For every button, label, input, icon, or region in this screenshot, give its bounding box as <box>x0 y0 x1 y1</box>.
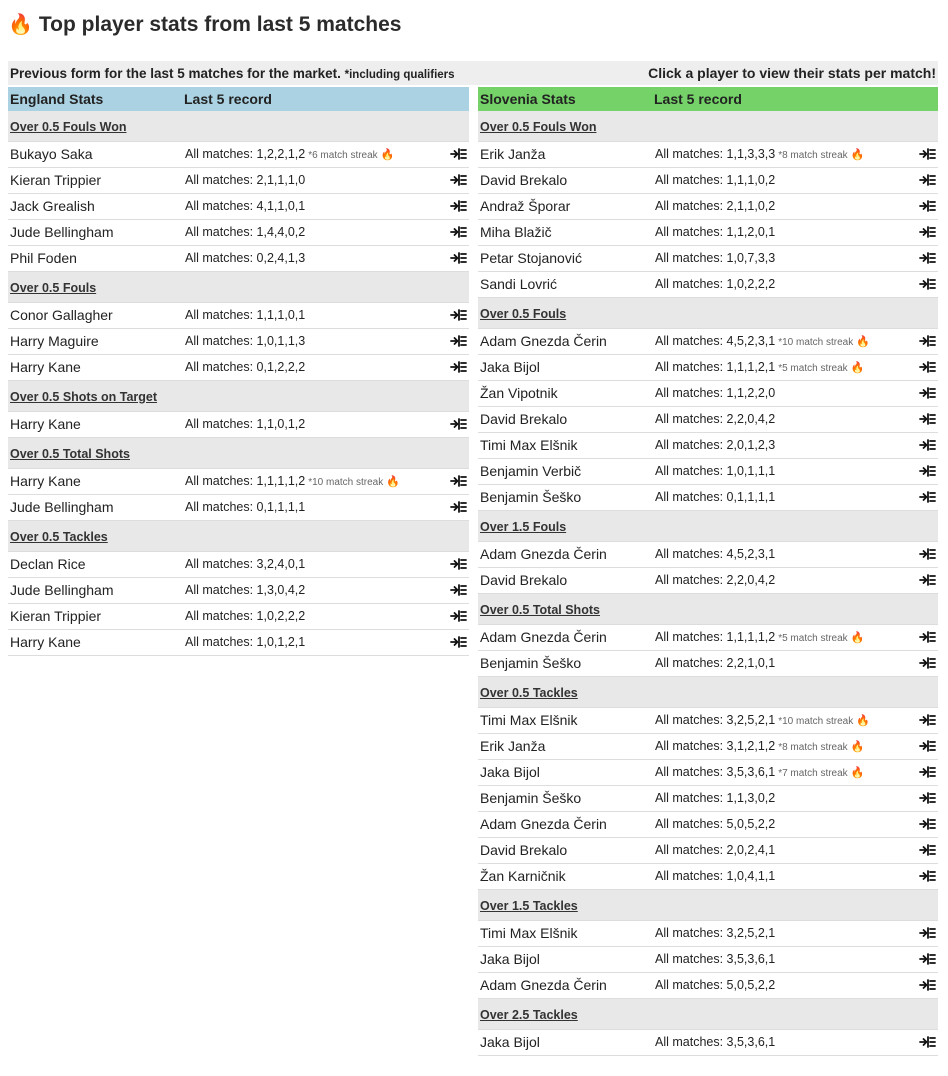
market-section-header <box>478 677 938 708</box>
record-values: All matches: 4,5,2,3,1 <box>655 547 776 561</box>
streak-text: *10 match streak <box>778 716 854 727</box>
view-player-stats-icon[interactable] <box>450 500 467 514</box>
record-values: All matches: 0,1,2,2,2 <box>185 360 306 374</box>
view-player-stats-icon[interactable] <box>450 583 467 597</box>
record-values: All matches: 3,5,3,6,1 <box>655 765 776 779</box>
record-values: All matches: 1,0,1,1,1 <box>655 464 776 478</box>
last-5-record <box>655 926 775 940</box>
player-name[interactable]: Jude Bellingham <box>10 499 114 515</box>
record-values: All matches: 2,2,0,4,2 <box>655 412 776 426</box>
player-row[interactable] <box>8 220 469 246</box>
view-player-stats-icon[interactable] <box>450 199 467 213</box>
market-section-header <box>8 111 469 142</box>
record-values: All matches: 2,0,2,4,1 <box>655 843 776 857</box>
player-row[interactable] <box>8 604 469 630</box>
player-name[interactable]: Jaka Bijol <box>480 951 540 967</box>
view-player-stats-icon[interactable] <box>919 251 936 265</box>
last-5-record <box>655 334 870 348</box>
england-sections <box>8 111 469 656</box>
record-values: All matches: 1,1,2,0,1 <box>655 225 776 239</box>
view-player-stats-icon[interactable] <box>919 147 936 161</box>
market-title: Over 1.5 Fouls <box>480 520 567 534</box>
player-row[interactable] <box>478 433 938 459</box>
player-name[interactable]: Miha Blažič <box>480 224 552 240</box>
market-section-header <box>8 381 469 412</box>
player-name[interactable]: Erik Janža <box>480 146 546 162</box>
player-row[interactable] <box>478 459 938 485</box>
market-section-header <box>8 521 469 552</box>
view-player-stats-icon[interactable] <box>919 791 936 805</box>
view-player-stats-icon[interactable] <box>450 557 467 571</box>
player-name[interactable]: Conor Gallagher <box>10 307 113 323</box>
view-player-stats-icon[interactable] <box>919 334 936 348</box>
record-values: All matches: 1,1,1,1,2 <box>185 474 306 488</box>
england-column-header <box>8 87 469 111</box>
player-name[interactable]: Timi Max Elšnik <box>480 437 578 453</box>
market-title: Over 0.5 Total Shots <box>10 447 130 461</box>
fire-icon: 🔥 <box>847 149 865 161</box>
player-row[interactable] <box>478 947 938 973</box>
streak-text: *10 match streak <box>308 477 384 488</box>
market-section-header <box>478 890 938 921</box>
fire-icon: 🔥 <box>847 767 865 779</box>
player-row[interactable] <box>8 630 469 656</box>
last-5-record <box>655 630 864 644</box>
player-row[interactable] <box>478 142 938 168</box>
last-5-record <box>655 490 775 504</box>
last-5-record <box>185 635 305 649</box>
player-name[interactable]: David Brekalo <box>480 572 568 588</box>
market-description: Previous form for the last 5 matches for the market. *including qualifiers <box>10 66 455 81</box>
player-name[interactable]: Bukayo Saka <box>10 146 93 162</box>
player-name[interactable]: Adam Gnezda Čerin <box>480 629 607 645</box>
record-values: All matches: 1,2,2,1,2 <box>185 147 306 161</box>
record-values: All matches: 1,1,3,0,2 <box>655 791 776 805</box>
fire-icon: 🔥 <box>383 476 401 488</box>
record-values: All matches: 2,1,1,0,2 <box>655 199 776 213</box>
fire-icon: 🔥 <box>847 362 865 374</box>
player-row[interactable] <box>8 412 469 438</box>
player-name[interactable]: Jaka Bijol <box>480 764 540 780</box>
last-5-record <box>185 360 305 374</box>
last-5-record <box>185 417 305 431</box>
player-name[interactable]: Kieran Trippier <box>10 608 102 624</box>
market-section-header <box>478 511 938 542</box>
record-values: All matches: 1,1,1,0,2 <box>655 173 776 187</box>
streak-note <box>778 742 864 753</box>
market-title: Over 1.5 Tackles <box>480 899 578 913</box>
streak-text: *10 match streak <box>778 337 854 348</box>
last-5-record <box>185 500 305 514</box>
player-name[interactable]: Harry Kane <box>10 634 81 650</box>
last-5-record <box>185 251 305 265</box>
last-5-record <box>655 739 864 753</box>
last-5-record <box>655 765 864 779</box>
streak-text: *7 match streak <box>778 768 848 779</box>
player-row[interactable] <box>478 812 938 838</box>
streak-note <box>778 363 864 374</box>
streak-note <box>778 716 870 727</box>
view-player-stats-icon[interactable] <box>450 360 467 374</box>
player-row[interactable] <box>478 625 938 651</box>
last-5-record <box>655 1035 775 1049</box>
record-values: All matches: 3,5,3,6,1 <box>655 1035 776 1049</box>
player-row[interactable] <box>478 194 938 220</box>
view-player-stats-icon[interactable] <box>450 474 467 488</box>
view-player-stats-icon[interactable] <box>919 926 936 940</box>
click-player-hint: Click a player to view their stats per match! <box>648 65 936 81</box>
last-5-record <box>655 412 775 426</box>
market-section-header <box>478 111 938 142</box>
view-player-stats-icon[interactable] <box>919 225 936 239</box>
view-player-stats-icon[interactable] <box>450 173 467 187</box>
player-row[interactable] <box>8 168 469 194</box>
view-player-stats-icon[interactable] <box>450 147 467 161</box>
player-name[interactable]: Timi Max Elšnik <box>480 712 578 728</box>
last-5-record <box>655 656 775 670</box>
player-name[interactable]: Benjamin Šeško <box>480 655 582 671</box>
qualifiers-note: *including qualifiers <box>344 69 455 81</box>
player-row[interactable] <box>478 568 938 594</box>
last-5-record <box>655 869 775 883</box>
market-title: Over 0.5 Shots on Target <box>10 390 158 404</box>
record-values: All matches: 1,0,7,3,3 <box>655 251 776 265</box>
last-5-record <box>655 173 775 187</box>
last-5-record <box>655 251 775 265</box>
player-row[interactable] <box>478 708 938 734</box>
market-title: Over 0.5 Tackles <box>480 686 578 700</box>
player-row[interactable] <box>8 355 469 381</box>
view-player-stats-icon[interactable] <box>919 978 936 992</box>
player-name[interactable]: Adam Gnezda Čerin <box>480 977 607 993</box>
streak-note <box>308 150 394 161</box>
view-player-stats-icon[interactable] <box>919 547 936 561</box>
view-player-stats-icon[interactable] <box>919 438 936 452</box>
view-player-stats-icon[interactable] <box>919 869 936 883</box>
view-player-stats-icon[interactable] <box>450 609 467 623</box>
team-stats-label: England Stats <box>10 91 104 107</box>
last-5-record <box>655 573 775 587</box>
player-name[interactable]: Harry Kane <box>10 359 81 375</box>
player-name[interactable]: Petar Stojanović <box>480 250 582 266</box>
record-values: All matches: 0,1,1,1,1 <box>185 500 306 514</box>
market-section-header <box>478 594 938 625</box>
last-5-record <box>185 225 305 239</box>
player-row[interactable] <box>478 246 938 272</box>
player-row[interactable] <box>478 864 938 890</box>
info-bar <box>8 61 938 85</box>
player-name[interactable]: Žan Vipotnik <box>480 385 558 401</box>
market-title: Over 0.5 Fouls Won <box>480 120 597 134</box>
last-5-record <box>185 609 305 623</box>
player-name[interactable]: Timi Max Elšnik <box>480 925 578 941</box>
player-name[interactable]: Adam Gnezda Čerin <box>480 816 607 832</box>
last-5-record <box>185 199 305 213</box>
page-title-text: Top player stats from last 5 matches <box>38 12 402 36</box>
market-section-header <box>8 438 469 469</box>
view-player-stats-icon[interactable] <box>450 251 467 265</box>
record-values: All matches: 1,1,0,1,2 <box>185 417 306 431</box>
slovenia-stats-column <box>478 87 938 1056</box>
last-5-record <box>655 817 775 831</box>
market-section-header <box>8 272 469 303</box>
last-5-record <box>655 464 775 478</box>
player-name[interactable]: Benjamin Šeško <box>480 489 582 505</box>
last-5-record <box>655 438 775 452</box>
view-player-stats-icon[interactable] <box>919 630 936 644</box>
view-player-stats-icon[interactable] <box>919 1035 936 1049</box>
market-section-header <box>478 999 938 1030</box>
last-5-record <box>185 334 305 348</box>
view-player-stats-icon[interactable] <box>919 739 936 753</box>
view-player-stats-icon[interactable] <box>919 277 936 291</box>
record-values: All matches: 0,1,1,1,1 <box>655 490 776 504</box>
player-row[interactable] <box>478 272 938 298</box>
player-row[interactable] <box>478 485 938 511</box>
player-row[interactable] <box>478 1030 938 1056</box>
player-row[interactable] <box>478 760 938 786</box>
england-stats-column <box>8 87 469 656</box>
player-name[interactable]: Žan Karničnik <box>480 868 566 884</box>
streak-text: *8 match streak <box>778 742 848 753</box>
player-row[interactable] <box>478 734 938 760</box>
player-row[interactable] <box>478 220 938 246</box>
player-name[interactable]: Adam Gnezda Čerin <box>480 546 607 562</box>
view-player-stats-icon[interactable] <box>919 817 936 831</box>
record-values: All matches: 1,1,2,2,0 <box>655 386 776 400</box>
last-5-record <box>655 277 775 291</box>
market-title: Over 0.5 Fouls <box>10 281 97 295</box>
streak-note <box>308 477 400 488</box>
view-player-stats-icon[interactable] <box>919 713 936 727</box>
view-player-stats-icon[interactable] <box>450 308 467 322</box>
player-row[interactable] <box>478 381 938 407</box>
player-name[interactable]: Jude Bellingham <box>10 582 114 598</box>
fire-icon: 🔥 <box>377 149 395 161</box>
last-5-record <box>655 360 864 374</box>
view-player-stats-icon[interactable] <box>919 386 936 400</box>
player-row[interactable] <box>8 194 469 220</box>
record-values: All matches: 1,0,2,2,2 <box>185 609 306 623</box>
last-5-record <box>655 386 775 400</box>
page-title <box>8 12 401 37</box>
last-5-record <box>185 147 394 161</box>
player-name[interactable]: Harry Kane <box>10 473 81 489</box>
view-player-stats-icon[interactable] <box>450 635 467 649</box>
view-player-stats-icon[interactable] <box>450 417 467 431</box>
player-name[interactable]: Benjamin Verbič <box>480 463 582 479</box>
record-values: All matches: 2,0,1,2,3 <box>655 438 776 452</box>
player-name[interactable]: Harry Kane <box>10 416 81 432</box>
record-values: All matches: 1,0,2,2,2 <box>655 277 776 291</box>
fire-icon: 🔥 <box>847 741 865 753</box>
player-row[interactable] <box>8 552 469 578</box>
record-values: All matches: 2,1,1,1,0 <box>185 173 306 187</box>
last-5-record-label: Last 5 record <box>654 91 742 107</box>
player-row[interactable] <box>8 329 469 355</box>
view-player-stats-icon[interactable] <box>919 656 936 670</box>
streak-text: *5 match streak <box>778 633 848 644</box>
player-row[interactable] <box>8 303 469 329</box>
record-values: All matches: 3,5,3,6,1 <box>655 952 776 966</box>
view-player-stats-icon[interactable] <box>450 334 467 348</box>
last-5-record <box>185 308 305 322</box>
market-title: Over 0.5 Fouls Won <box>10 120 127 134</box>
player-name[interactable]: Benjamin Šeško <box>480 790 582 806</box>
record-values: All matches: 3,2,5,2,1 <box>655 713 776 727</box>
streak-text: *6 match streak <box>308 150 378 161</box>
player-name[interactable]: Adam Gnezda Čerin <box>480 333 607 349</box>
player-row[interactable] <box>8 469 469 495</box>
record-values: All matches: 1,1,1,0,1 <box>185 308 306 322</box>
player-row[interactable] <box>478 407 938 433</box>
record-values: All matches: 5,0,5,2,2 <box>655 978 776 992</box>
last-5-record <box>185 173 305 187</box>
fire-icon: 🔥 <box>8 14 33 36</box>
record-values: All matches: 1,0,1,2,1 <box>185 635 306 649</box>
record-values: All matches: 2,2,1,0,1 <box>655 656 776 670</box>
last-5-record <box>185 557 305 571</box>
market-title: Over 0.5 Tackles <box>10 530 108 544</box>
player-name[interactable]: Kieran Trippier <box>10 172 102 188</box>
slovenia-column-header <box>478 87 938 111</box>
slovenia-sections <box>478 111 938 1056</box>
player-name[interactable]: David Brekalo <box>480 411 568 427</box>
player-name[interactable]: Jaka Bijol <box>480 359 540 375</box>
view-player-stats-icon[interactable] <box>919 765 936 779</box>
market-title: Over 0.5 Total Shots <box>480 603 600 617</box>
record-values: All matches: 3,2,4,0,1 <box>185 557 306 571</box>
player-row[interactable] <box>8 578 469 604</box>
streak-note <box>778 768 864 779</box>
record-values: All matches: 4,1,1,0,1 <box>185 199 306 213</box>
fire-icon: 🔥 <box>847 632 865 644</box>
last-5-record <box>655 147 864 161</box>
last-5-record <box>655 843 775 857</box>
player-row[interactable] <box>478 921 938 947</box>
view-player-stats-icon[interactable] <box>919 952 936 966</box>
market-title: Over 2.5 Tackles <box>480 1008 578 1022</box>
player-name[interactable]: Jack Grealish <box>10 198 95 214</box>
player-row[interactable] <box>8 495 469 521</box>
view-player-stats-icon[interactable] <box>919 490 936 504</box>
view-player-stats-icon[interactable] <box>919 360 936 374</box>
record-values: All matches: 1,4,4,0,2 <box>185 225 306 239</box>
player-row[interactable] <box>478 329 938 355</box>
player-name[interactable]: Sandi Lovrić <box>480 276 558 292</box>
player-row[interactable] <box>478 651 938 677</box>
last-5-record <box>655 713 870 727</box>
player-row[interactable] <box>478 355 938 381</box>
streak-note <box>778 150 864 161</box>
player-row[interactable] <box>478 542 938 568</box>
view-player-stats-icon[interactable] <box>919 173 936 187</box>
streak-text: *8 match streak <box>778 150 848 161</box>
record-values: All matches: 0,2,4,1,3 <box>185 251 306 265</box>
record-values: All matches: 2,2,0,4,2 <box>655 573 776 587</box>
team-stats-label: Slovenia Stats <box>480 91 576 107</box>
record-values: All matches: 1,3,0,4,2 <box>185 583 306 597</box>
record-values: All matches: 5,0,5,2,2 <box>655 817 776 831</box>
record-values: All matches: 3,1,2,1,2 <box>655 739 776 753</box>
player-row[interactable] <box>478 838 938 864</box>
fire-icon: 🔥 <box>853 715 871 727</box>
player-name[interactable]: David Brekalo <box>480 172 568 188</box>
player-row[interactable] <box>478 786 938 812</box>
last-5-record <box>185 583 305 597</box>
player-name[interactable]: Harry Maguire <box>10 333 99 349</box>
view-player-stats-icon[interactable] <box>919 573 936 587</box>
last-5-record <box>655 199 775 213</box>
last-5-record-label: Last 5 record <box>184 91 272 107</box>
view-player-stats-icon[interactable] <box>919 464 936 478</box>
player-row[interactable] <box>8 246 469 272</box>
streak-text: *5 match streak <box>778 363 848 374</box>
player-name[interactable]: Jude Bellingham <box>10 224 114 240</box>
record-values: All matches: 3,2,5,2,1 <box>655 926 776 940</box>
view-player-stats-icon[interactable] <box>919 412 936 426</box>
record-values: All matches: 1,0,1,1,3 <box>185 334 306 348</box>
player-name[interactable]: Declan Rice <box>10 556 86 572</box>
player-name[interactable]: David Brekalo <box>480 842 568 858</box>
record-values: All matches: 1,0,4,1,1 <box>655 869 776 883</box>
player-row[interactable] <box>478 973 938 999</box>
last-5-record <box>655 791 775 805</box>
record-values: All matches: 1,1,3,3,3 <box>655 147 776 161</box>
player-name[interactable]: Andraž Šporar <box>480 198 571 214</box>
record-values: All matches: 1,1,1,2,1 <box>655 360 776 374</box>
player-row[interactable] <box>478 168 938 194</box>
market-section-header <box>478 298 938 329</box>
player-row[interactable] <box>8 142 469 168</box>
streak-note <box>778 337 870 348</box>
player-name[interactable]: Erik Janža <box>480 738 546 754</box>
last-5-record <box>655 952 775 966</box>
last-5-record <box>655 547 775 561</box>
streak-note <box>778 633 864 644</box>
view-player-stats-icon[interactable] <box>919 199 936 213</box>
record-values: All matches: 4,5,2,3,1 <box>655 334 776 348</box>
player-name[interactable]: Phil Foden <box>10 250 77 266</box>
last-5-record <box>185 474 400 488</box>
last-5-record <box>655 978 775 992</box>
record-values: All matches: 1,1,1,1,2 <box>655 630 776 644</box>
view-player-stats-icon[interactable] <box>919 843 936 857</box>
fire-icon: 🔥 <box>853 336 871 348</box>
player-name[interactable]: Jaka Bijol <box>480 1034 540 1050</box>
view-player-stats-icon[interactable] <box>450 225 467 239</box>
market-title: Over 0.5 Fouls <box>480 307 567 321</box>
last-5-record <box>655 225 775 239</box>
